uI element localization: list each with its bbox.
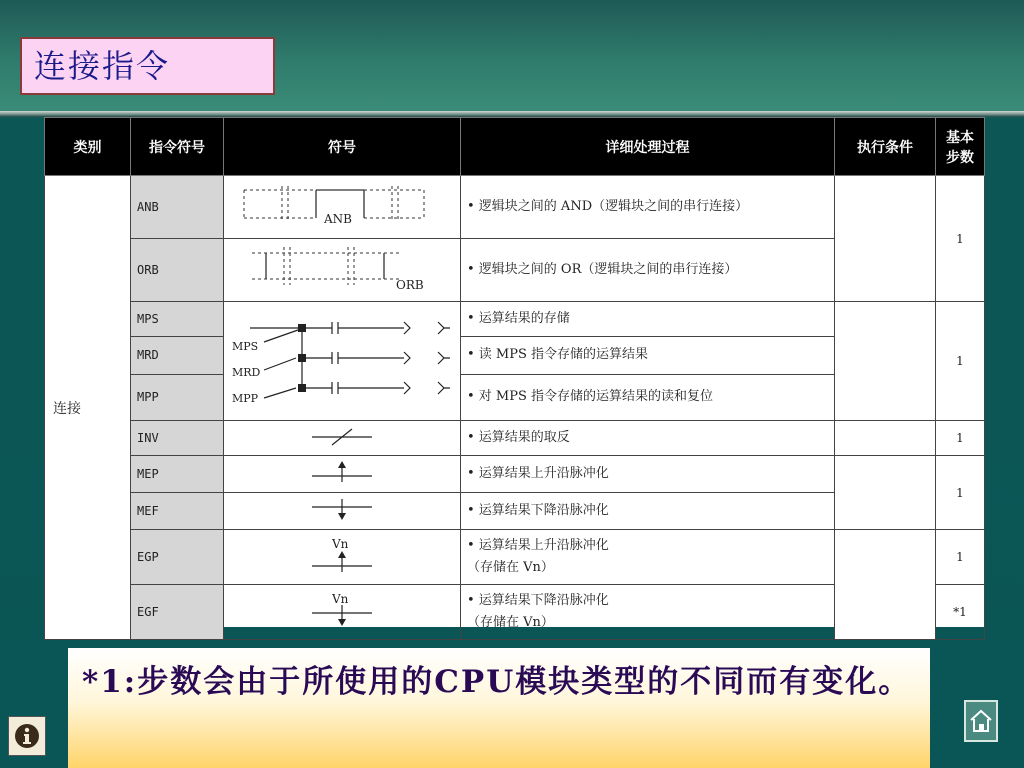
- symbol-cell-orb: [224, 239, 461, 302]
- code-cell: EGP: [131, 530, 224, 585]
- code-cell: MPS: [131, 302, 224, 337]
- desc-cell: • 运算结果下降沿脉冲化: [461, 493, 835, 530]
- table-row: [45, 302, 985, 337]
- header-steps: [936, 118, 985, 176]
- orb-symbol-label: ORB: [396, 278, 424, 292]
- footnote-text: *1:步数会由于所使用的CPU模块类型的不同而有变化。: [82, 664, 912, 700]
- desc-cell: • 对 MPS 指令存储的运算结果的读和复位: [461, 374, 835, 420]
- table-header-row: [45, 118, 985, 176]
- symbol-cell-anb: [224, 176, 461, 239]
- egp-ladder-symbol: [224, 530, 460, 580]
- orb-ladder-symbol: [224, 239, 460, 297]
- mpp-symbol-label: MPP: [232, 392, 259, 405]
- code-cell: INV: [131, 421, 224, 456]
- condition-cell: [835, 302, 936, 421]
- steps-cell: 1: [936, 530, 985, 585]
- symbol-cell-egf: [224, 585, 461, 640]
- steps-cell: *1: [936, 585, 985, 640]
- mef-ladder-symbol: [224, 493, 460, 525]
- steps-cell: 1: [936, 456, 985, 530]
- info-button[interactable]: [8, 716, 46, 756]
- slide-title: 连接指令: [20, 37, 275, 95]
- condition-cell: [835, 421, 936, 456]
- desc-line2: （存储在 Vn）: [467, 560, 554, 575]
- header-condition: 执行条件: [835, 118, 936, 176]
- header-steps-line2: 步数: [946, 149, 974, 166]
- info-icon: [13, 722, 41, 750]
- footnote-box: [68, 648, 930, 768]
- mep-ladder-symbol: [224, 456, 460, 488]
- symbol-cell-mef: [224, 493, 461, 530]
- desc-line1: • 运算结果上升沿脉冲化: [467, 538, 609, 553]
- steps-cell: 1: [936, 302, 985, 421]
- instruction-table-container: [44, 117, 984, 630]
- table-row: [45, 530, 985, 585]
- desc-cell: [461, 585, 835, 640]
- category-cell: 连接: [45, 176, 131, 640]
- home-button[interactable]: [964, 700, 998, 742]
- header-symbol: 符号: [224, 118, 461, 176]
- symbol-cell-inv: [224, 421, 461, 456]
- header-steps-line1: 基本: [946, 129, 974, 146]
- symbol-cell-mep: [224, 456, 461, 493]
- symbol-cell-egp: [224, 530, 461, 585]
- desc-cell: • 运算结果的存储: [461, 302, 835, 337]
- desc-line2: （存储在 Vn）: [467, 615, 554, 630]
- mps-mrd-mpp-ladder-symbol: [224, 302, 460, 416]
- symbol-cell-mps-mrd-mpp: [224, 302, 461, 421]
- condition-cell: [835, 456, 936, 530]
- code-cell: MRD: [131, 337, 224, 374]
- header-code: 指令符号: [131, 118, 224, 176]
- code-cell: ANB: [131, 176, 224, 239]
- mps-symbol-label: MPS: [232, 340, 259, 353]
- steps-cell: 1: [936, 421, 985, 456]
- anb-ladder-symbol: [224, 176, 460, 234]
- desc-cell: [461, 530, 835, 585]
- code-cell: EGF: [131, 585, 224, 640]
- code-cell: MEF: [131, 493, 224, 530]
- table-row: [45, 176, 985, 239]
- table-row: [45, 421, 985, 456]
- desc-cell: • 运算结果的取反: [461, 421, 835, 456]
- egf-ladder-symbol: [224, 585, 460, 635]
- desc-cell: • 逻辑块之间的 AND（逻辑块之间的串行连接）: [461, 176, 835, 239]
- condition-cell: [835, 530, 936, 640]
- code-cell: MEP: [131, 456, 224, 493]
- desc-cell: • 逻辑块之间的 OR（逻辑块之间的串行连接）: [461, 239, 835, 302]
- code-cell: MPP: [131, 374, 224, 420]
- steps-cell: 1: [936, 176, 985, 302]
- mrd-symbol-label: MRD: [232, 366, 261, 379]
- condition-cell: [835, 176, 936, 302]
- inv-ladder-symbol: [224, 421, 460, 451]
- egf-vn-label: Vn: [332, 592, 349, 606]
- egp-vn-label: Vn: [332, 537, 349, 551]
- instruction-table: [44, 117, 985, 640]
- home-icon: [968, 707, 994, 735]
- header-category: 类别: [45, 118, 131, 176]
- header-detail: 详细处理过程: [461, 118, 835, 176]
- desc-cell: • 读 MPS 指令存储的运算结果: [461, 337, 835, 374]
- anb-symbol-label: ANB: [324, 212, 352, 226]
- code-cell: ORB: [131, 239, 224, 302]
- table-row: [45, 456, 985, 493]
- desc-line1: • 运算结果下降沿脉冲化: [467, 593, 609, 608]
- desc-cell: • 运算结果上升沿脉冲化: [461, 456, 835, 493]
